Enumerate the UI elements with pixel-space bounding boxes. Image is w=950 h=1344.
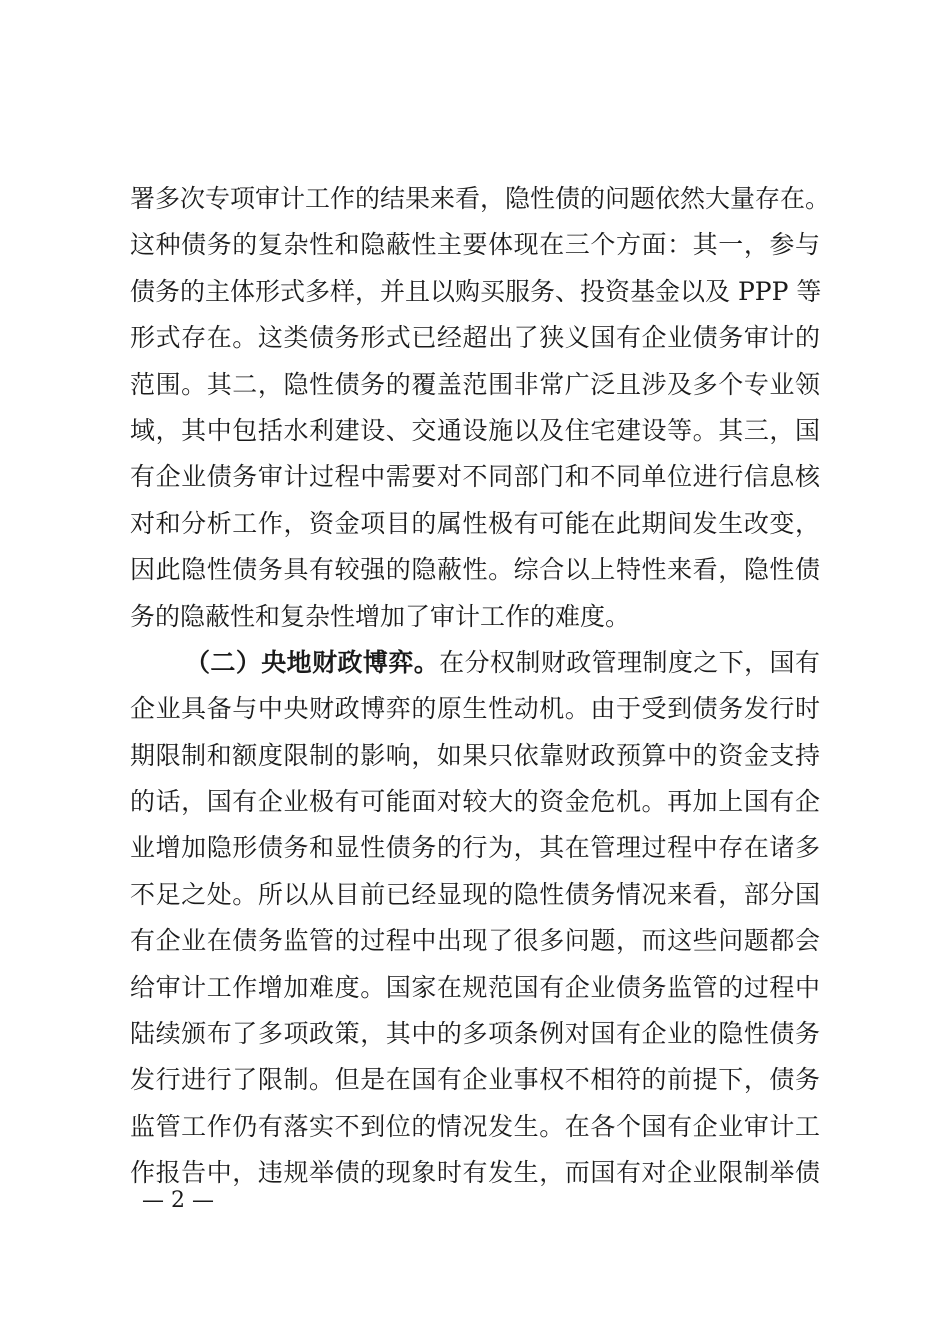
text-line: 形式存在。这类债务形式已经超出了狭义国有企业债务审计的	[130, 323, 820, 353]
text-line: 对和分析工作，资金项目的属性极有可能在此期间发生改变，	[130, 508, 820, 538]
text-line: 债务的主体形式多样，并且以购买服务、投资基金以及 PPP 等	[130, 276, 822, 306]
text-line: 陆续颁布了多项政策，其中的多项条例对国有企业的隐性债务	[130, 1019, 820, 1049]
text-line: 域，其中包括水利建设、交通设施以及住宅建设等。其三，国	[130, 415, 820, 445]
text-line: 发行进行了限制。但是在国有企业事权不相符的前提下，债务	[130, 1065, 820, 1095]
text-line: 监管工作仍有落实不到位的情况发生。在各个国有企业审计工	[130, 1111, 820, 1141]
text-line: 这种债务的复杂性和隐蔽性主要体现在三个方面：其一，参与	[130, 230, 820, 260]
text-line: 作报告中，违规举债的现象时有发生，而国有对企业限制举债	[130, 1158, 820, 1188]
section-heading-line	[130, 640, 820, 686]
text-line: 不足之处。所以从目前已经显现的隐性债务情况来看，部分国	[130, 879, 820, 909]
text-line: 的话，国有企业极有可能面对较大的资金危机。再加上国有企	[130, 787, 820, 817]
section-heading-rest: 在分权制财政管理制度之下，国有	[439, 647, 820, 677]
text-line: 务的隐蔽性和复杂性增加了审计工作的难度。	[130, 601, 631, 631]
text-line: 有企业在债务监管的过程中出现了很多问题，而这些问题都会	[130, 926, 820, 956]
text-line: 因此隐性债务具有较强的隐蔽性。综合以上特性来看，隐性债	[130, 555, 820, 585]
text-line: 有企业债务审计过程中需要对不同部门和不同单位进行信息核	[130, 462, 820, 492]
section-heading: （二）央地财政博弈。	[185, 647, 440, 677]
body-text	[130, 176, 831, 1197]
text-line: 期限制和额度限制的影响，如果只依靠财政预算中的资金支持	[130, 740, 820, 770]
text-line: 给审计工作增加难度。国家在规范国有企业债务监管的过程中	[130, 972, 820, 1002]
text-line: 署多次专项审计工作的结果来看，隐性债的问题依然大量存在。	[130, 184, 831, 213]
page-number: — 2 —	[142, 1188, 214, 1213]
text-line: 范围。其二，隐性债务的覆盖范围非常广泛且涉及多个专业领	[130, 369, 820, 399]
text-line: 企业具备与中央财政博弈的原生性动机。由于受到债务发行时	[130, 694, 820, 724]
text-line: 业增加隐形债务和显性债务的行为，其在管理过程中存在诸多	[130, 833, 820, 863]
